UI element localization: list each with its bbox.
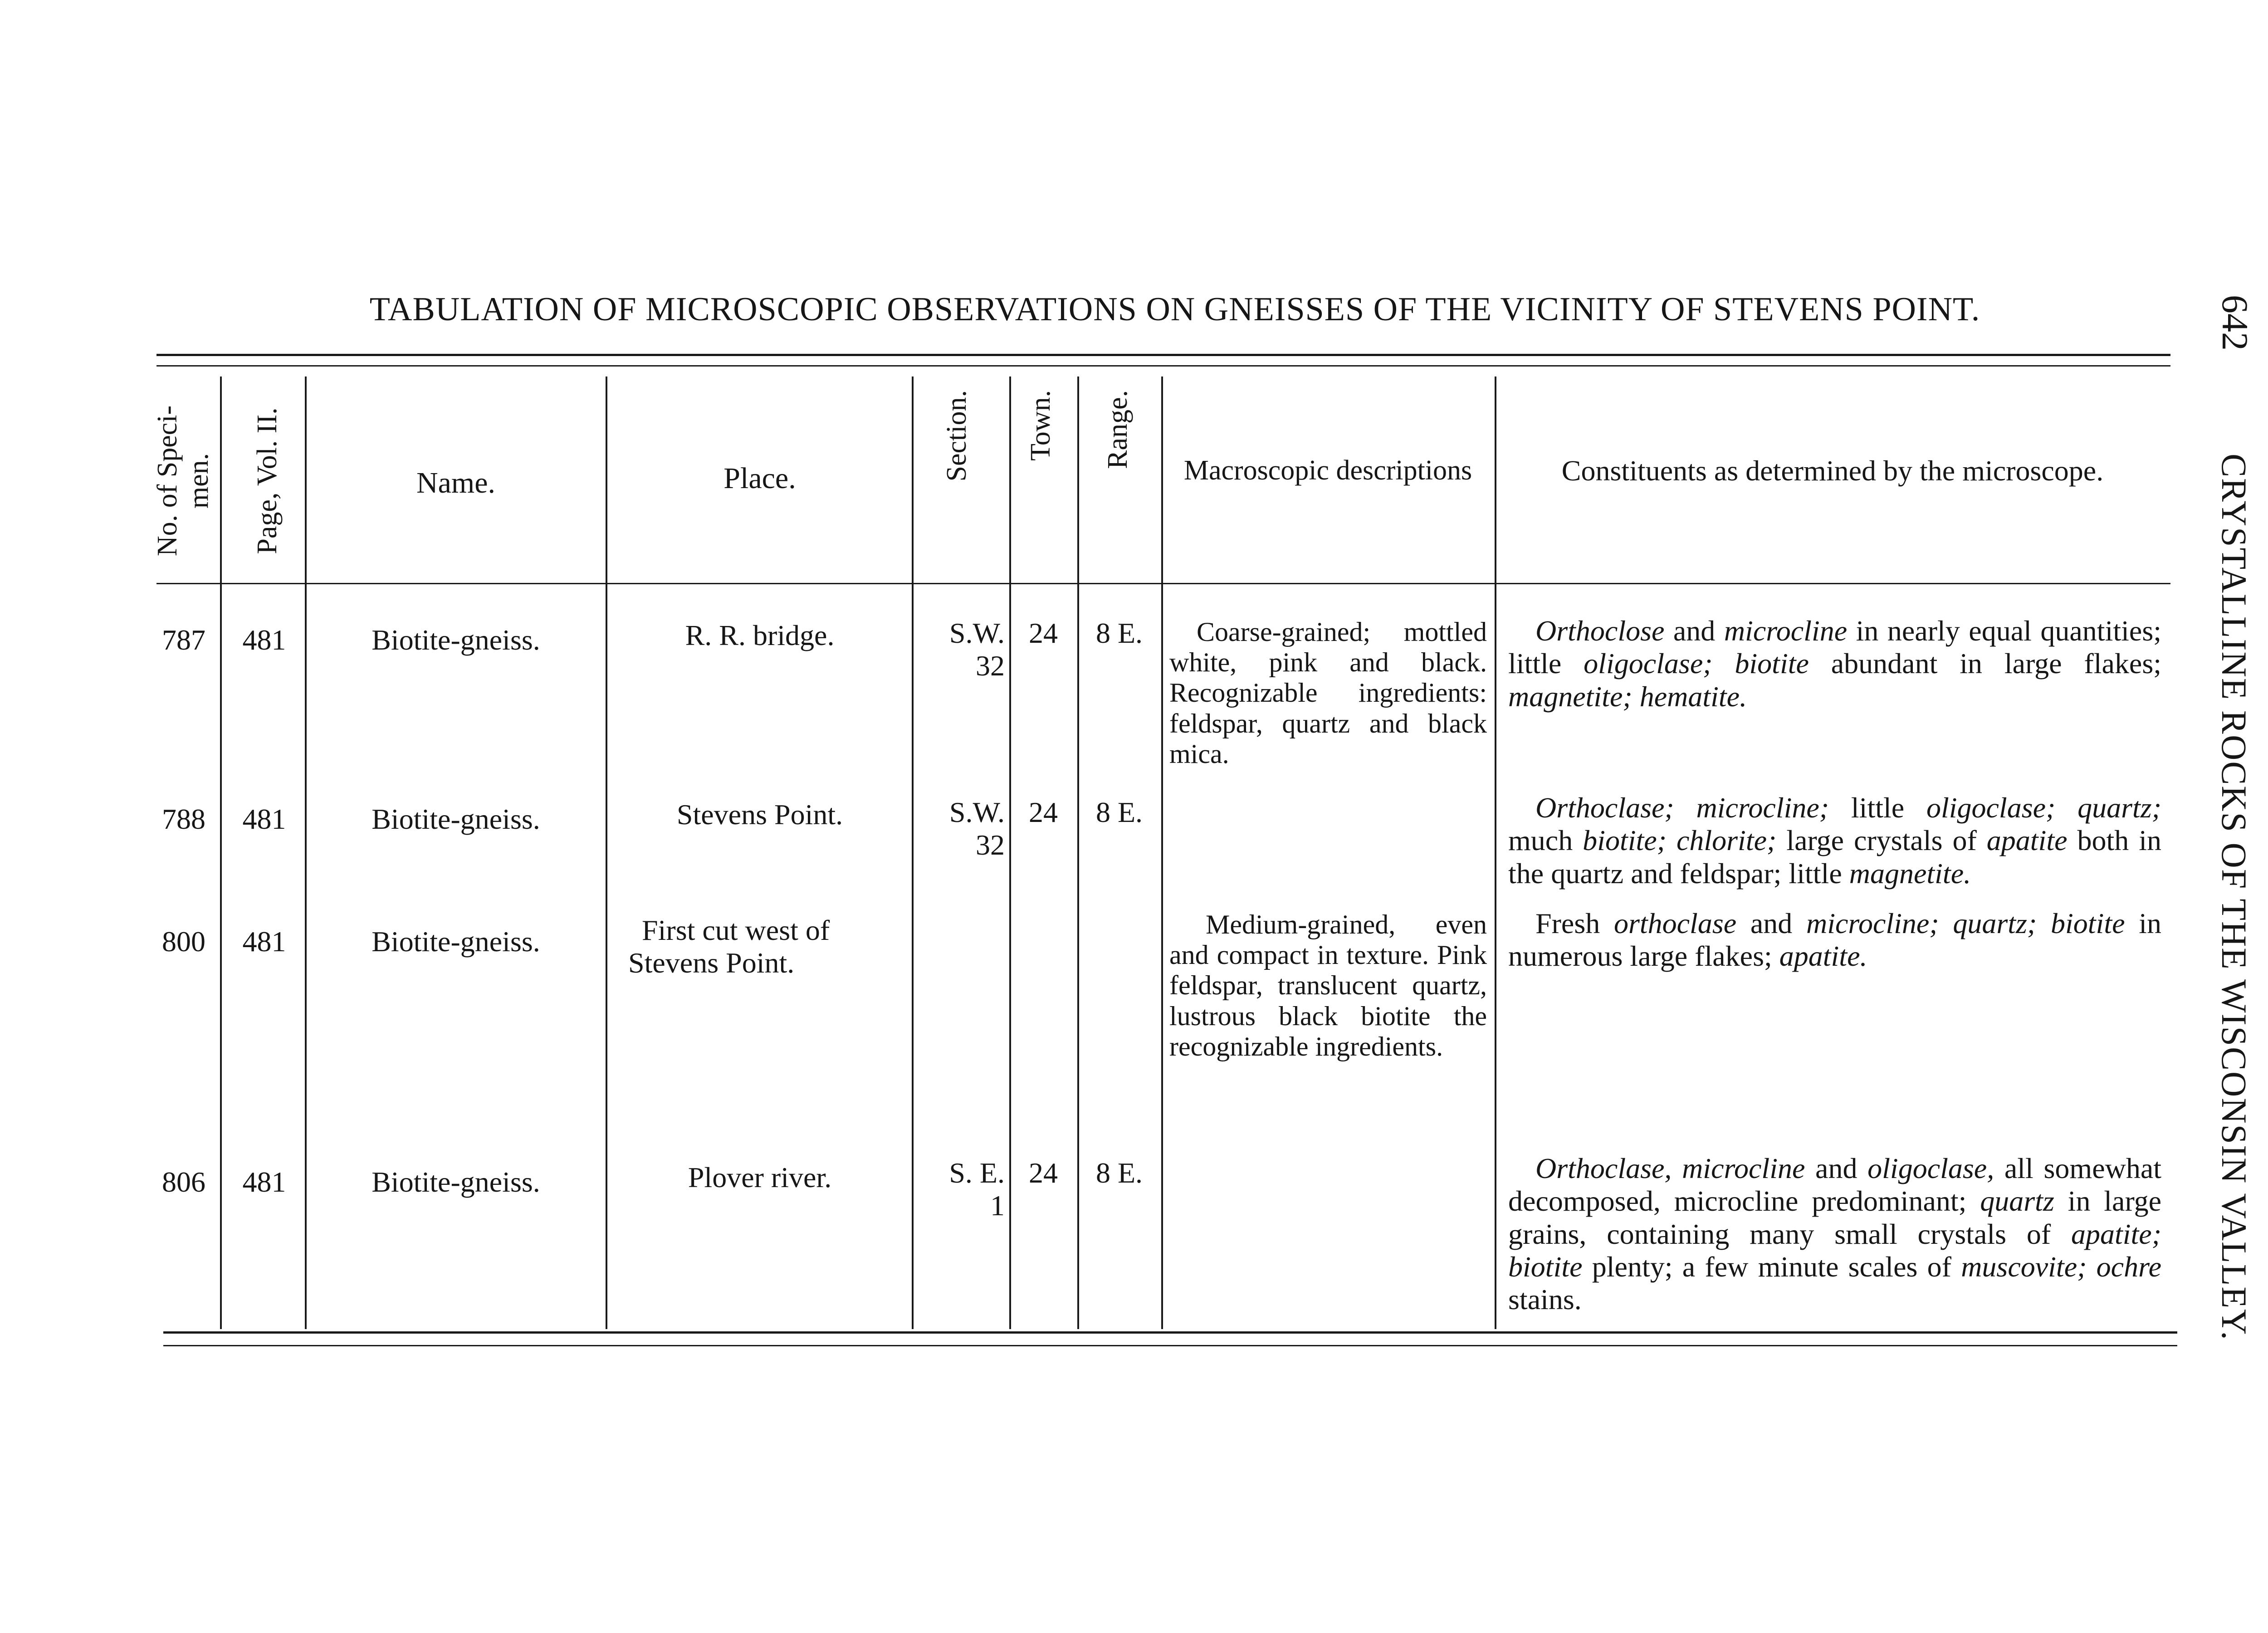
mineral-orthoclose: Orthoclose [1535,615,1665,647]
mineral-apatite: apatite. [1779,940,1867,973]
col-rule-1 [220,376,222,1329]
col-rule-4 [912,376,914,1329]
row-806-micro [1508,1152,2161,1316]
row-787-no: 787 [162,624,205,656]
row-787-section-1: S.W. [949,617,1005,649]
row-787-page: 481 [242,624,286,656]
header-section [941,390,982,581]
col-rule-8 [1495,376,1496,1329]
top-rule-thin [156,365,2170,367]
page-title: TABULATION OF MICROSCOPIC OBSERVATIONS ON GNEISSES OF THE VICINITY OF STEVENS POINT. [369,291,1980,328]
row-787-town: 24 [1029,617,1058,649]
header-specimen-line1: No. of Speci- [152,405,183,557]
header-name: Name. [416,466,496,499]
row-806-page: 481 [242,1166,286,1198]
row-787-macro: Coarse-grained; mottled white, pink and black. Recognizable ingredients: feldspar, quartz and black mica. [1169,617,1487,769]
text: little [1829,792,1926,824]
bottom-rule [163,1331,2177,1334]
text: and [1805,1152,1868,1184]
mineral-list: muscovite; ochre [1961,1250,2162,1283]
text: Fresh [1535,907,1614,939]
header-section-label: Section. [941,390,972,482]
header-microscopic: Constituents as determined by the microscope. [1561,455,2104,487]
row-787-place: R. R. bridge. [685,619,835,651]
mineral-quartz: quartz [1980,1185,2054,1217]
row-788-section-2: 32 [976,829,1005,861]
text: much [1508,824,1583,857]
row-800-page: 481 [242,925,286,958]
row-787-micro [1508,615,2161,713]
row-800-micro [1508,907,2161,973]
row-788-section [916,796,1005,862]
text: in numerous large flakes; [1508,907,2162,973]
bottom-rule-thin [163,1345,2177,1346]
row-788-section-1: S.W. [949,796,1005,828]
row-788-range: 8 E. [1095,796,1143,828]
mineral-microcline: microcline [1724,615,1848,647]
mineral-apatite: apatite [1986,824,2068,857]
row-788-name: Biotite-gneiss. [371,803,540,835]
running-head: CRYSTALLINE ROCKS OF THE WISCONSIN VALLEY. [2214,454,2254,1341]
row-806-no: 806 [162,1166,205,1198]
mineral-list: oligoclase; quartz; [1926,792,2161,824]
header-page [252,381,297,581]
page-number: 642 [2214,295,2256,351]
header-specimen [152,381,215,581]
row-806-name: Biotite-gneiss. [371,1166,540,1198]
col-rule-5 [1009,376,1011,1329]
header-town [1025,390,1066,581]
header-range-label: Range. [1102,390,1133,469]
row-806-section [916,1157,1005,1222]
mineral-list: microcline; quartz; biotite [1806,907,2125,939]
row-787-range: 8 E. [1095,617,1143,649]
text: in large grains, containing many small crystals of [1508,1185,2161,1250]
col-rule-3 [606,376,607,1329]
text: stains. [1508,1283,1582,1316]
row-787-section-2: 32 [976,650,1005,682]
text: plenty; a few minute scales of [1582,1250,1961,1283]
header-specimen-line2: men. [183,453,215,509]
row-788-page: 481 [242,803,286,835]
mineral-list: magnetite; hematite. [1508,680,1747,713]
row-806-range: 8 E. [1095,1157,1143,1189]
text: and [1664,615,1724,647]
col-rule-7 [1161,376,1163,1329]
row-806-section-1: S. E. [949,1157,1005,1189]
header-place: Place. [723,462,796,495]
row-787-name: Biotite-gneiss. [371,624,540,656]
row-788-town: 24 [1029,796,1058,828]
row-787-section [916,617,1005,683]
text: in nearly equal quantities; little [1508,615,2162,680]
mineral-list: Orthoclase, microcline [1535,1152,1805,1184]
col-rule-6 [1077,376,1079,1329]
mineral-oligoclase: oligoclase, [1867,1152,1994,1184]
text: large crystals of [1776,824,1987,857]
header-macroscopic: Macroscopic descriptions [1183,455,1472,486]
row-788-micro [1508,792,2161,890]
mineral-orthoclase: orthoclase [1613,907,1737,939]
row-788-place: Stevens Point. [676,798,843,831]
text: both in the quartz and feldspar; little [1508,824,2162,890]
text: abundant in large flakes; [1809,647,2161,680]
mineral-magnetite: magnetite. [1849,857,1971,890]
header-town-label: Town. [1025,390,1056,461]
header-rule [156,583,2170,584]
header-page-label: Page, Vol. II. [252,407,283,554]
row-788-no: 788 [162,803,205,835]
top-rule [156,354,2170,356]
mineral-list: apatite; biotite [1508,1217,2161,1283]
mineral-list: biotite; chlorite; [1583,824,1777,857]
row-800-name: Biotite-gneiss. [371,925,540,958]
row-806-town: 24 [1029,1157,1058,1189]
header-range [1102,390,1143,581]
text: and [1736,907,1806,939]
col-rule-2 [305,376,307,1329]
row-800-no: 800 [162,925,205,958]
mineral-list: Orthoclase; microcline; [1535,792,1829,824]
row-800-place: First cut west of Stevens Point. [628,914,830,979]
row-806-section-2: 1 [990,1189,1005,1222]
mineral-list: oligoclase; biotite [1584,647,1809,680]
row-806-place: Plover river. [688,1161,832,1193]
text: all somewhat decomposed, microcline predominant; [1508,1152,2162,1217]
row-800-macro: Medium-grained, even and compact in texture. Pink feldspar, translucent quartz, lustrous black biotite the recognizable ingredients. [1169,909,1487,1061]
